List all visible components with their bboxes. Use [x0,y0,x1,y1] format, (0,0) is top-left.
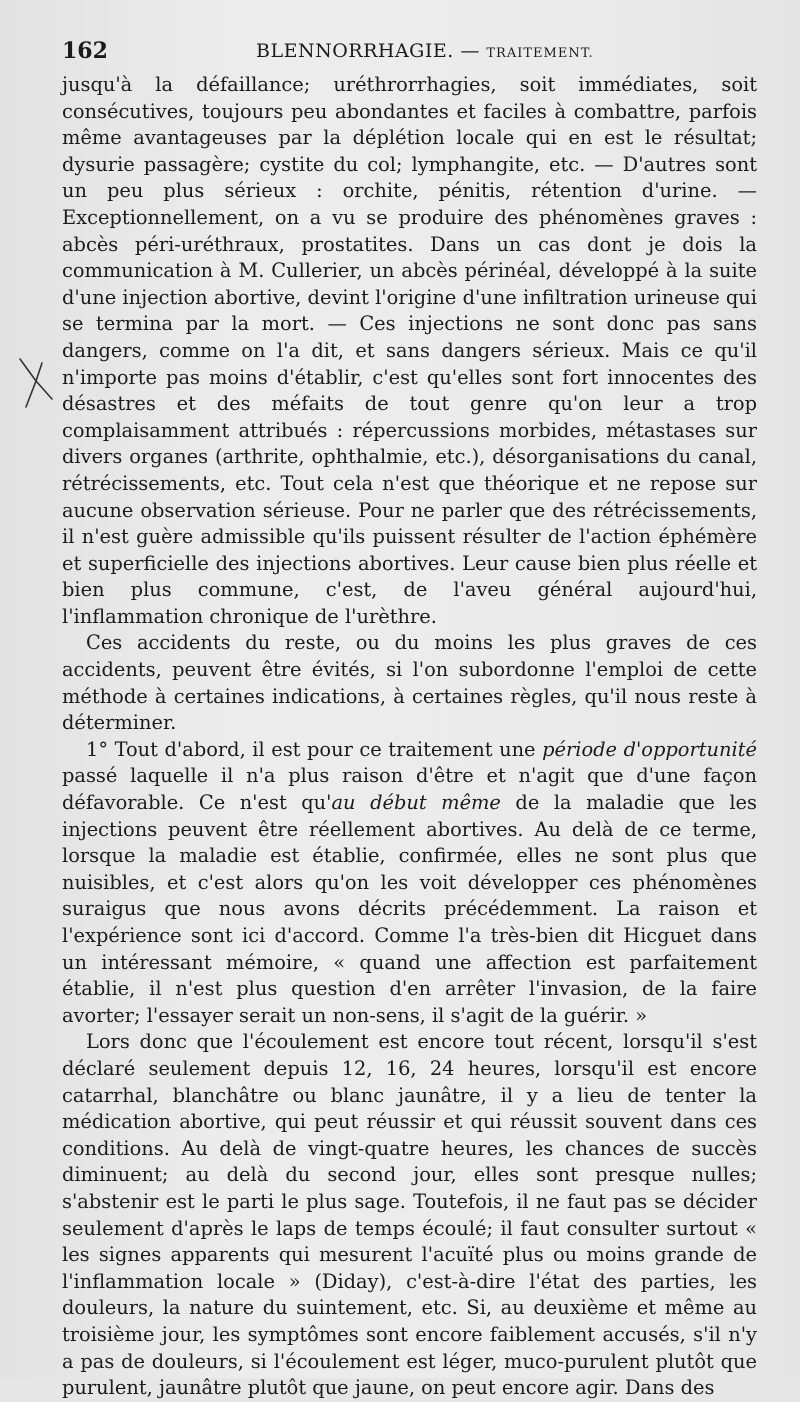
paragraph-3 [62,737,757,1030]
body-text [62,72,757,1402]
emphasis-au-debut-meme: au début même [331,791,501,815]
page-header [62,38,762,68]
paragraph-3-end: de la maladie que les injections peuvent être réellement abortives. Au delà de ce terme, lorsque la maladie est établie, confirmée, elles ne sont plus que nuisibles, et c'est alors qu'on les voit développer ces phénomènes suraigus que nous avons décrits précédemment. La raison et l'expérience sont ici d'accord. Comme l'a très-bien dit Hicguet dans un intéressant mémoire, « quand une affection est parfaitement établie, il n'est plus question d'en arrêter l'invasion, de la faire avorter; l'essayer serait un non-sens, il s'agit de la guérir. » [62,791,757,1027]
emphasis-periode-opportunite: période d'opportunité [542,737,757,761]
paragraph-3-start: 1° Tout d'abord, il est pour ce traitement une [86,737,543,761]
running-head-dash: — [460,40,480,62]
running-head-title: BLENNORRHAGIE. [256,40,454,62]
paragraph-1: jusqu'à la défaillance; uréthrorrhagies, soit immédiates, soit consécutives, toujours peu abondantes et faciles à combattre, parfois même avantageuses par la déplétion locale qui en est le résultat; dysurie passagère; cystite du col; lymphangite, etc. — D'autres sont un peu plus sérieux : orchite, pénitis, rétention d'urine. — Exceptionnellement, on a vu se produire des phénomènes graves : abcès péri-uréthraux, prostatites. Dans un cas dont je dois la communication à M. Cullerier, un abcès périnéal, développé à la suite d'une injection abortive, devint l'origine d'une infiltration urineuse qui se termina par la mort. — Ces injections ne sont donc pas sans dangers, comme on l'a dit, et sans dangers sérieux. Mais ce qu'il n'importe pas moins d'établir, c'est qu'elles sont fort innocentes des désastres et des méfaits de tout genre qu'on leur a trop complaisamment attribués : répercussions morbides, métastases sur divers organes (arthrite, ophthalmie, etc.), désorganisations du canal, rétrécissements, etc. Tout cela n'est que théorique et ne repose sur aucune observation sérieuse. Pour ne parler que des rétrécissements, il n'est guère admissible qu'ils puissent résulter de l'action éphémère et superficielle des injections abortives. Leur cause bien plus réelle et bien plus commune, c'est, de l'aveu général aujourd'hui, l'inflammation chronique de l'urèthre. [62,73,757,628]
running-head [256,40,594,62]
handwritten-margin-mark [12,355,57,415]
running-head-section: TRAITEMENT. [486,46,594,61]
paragraph-2: Ces accidents du reste, ou du moins les plus graves de ces accidents, peuvent être évités, si l'on subordonne l'emploi de cette méthode à certaines indications, à certaines règles, qu'il nous reste à déterminer. [62,631,757,735]
page-number: 162 [62,38,108,64]
paragraph-4: Lors donc que l'écoulement est encore tout récent, lorsqu'il s'est déclaré seulement depuis 12, 16, 24 heures, lorsqu'il est encore catarrhal, blanchâtre ou blanc jaunâtre, il y a lieu de tenter la médication abortive, qui peut réussir et qui réussit souvent dans ces conditions. Au delà de vingt-quatre heures, les chances de succès diminuent; au delà du second jour, elles sont presque nulles; s'abstenir est le parti le plus sage. Toutefois, il ne faut pas se décider seulement d'après le laps de temps écoulé; il faut consulter surtout « les signes apparents qui mesurent l'acuïté plus ou moins grande de l'inflammation locale » (Diday), c'est-à-dire l'état des parties, les douleurs, la nature du suintement, etc. Si, au deuxième et même au troisième jour, les symptômes sont encore faiblement accusés, s'il n'y a pas de douleurs, si l'écoulement est léger, muco-purulent plutôt que purulent, jaunâtre plutôt que jaune, on peut encore agir. Dans des [62,1030,757,1400]
paragraph-3-middle: passé laquelle il n'a plus raison d'être et n'agit que d'une façon défavorable. Ce n'est qu' [62,764,757,815]
